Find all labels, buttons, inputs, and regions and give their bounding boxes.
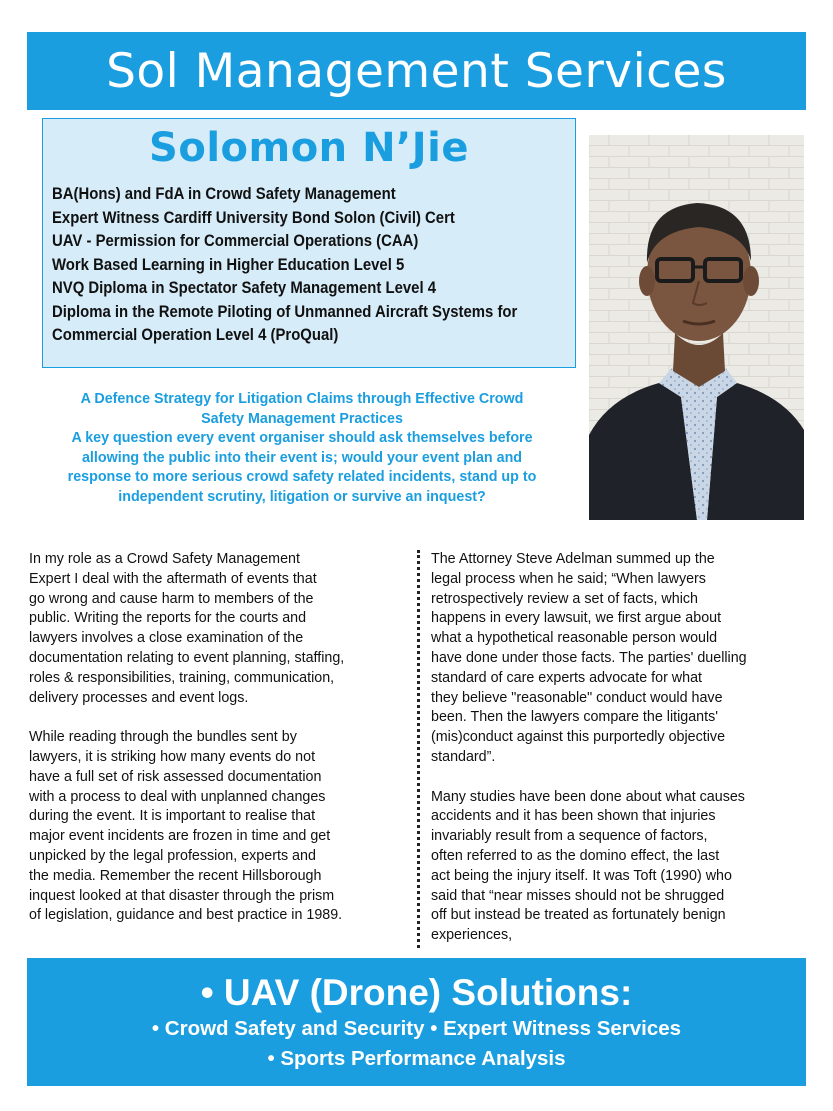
article-paragraph xyxy=(29,550,409,708)
text-line: While reading through the bundles sent by xyxy=(29,729,297,746)
intro-question-line: allowing the public into their event is; would your event plan and xyxy=(81,449,523,466)
text-line: with a process to deal with unplanned changes xyxy=(29,788,326,805)
credentials-panel xyxy=(42,118,576,368)
header-banner xyxy=(27,32,806,110)
text-line: often referred to as the domino effect, the last xyxy=(431,847,720,864)
text-line: (mis)conduct against this purportedly objective xyxy=(431,729,726,746)
text-line: of legislation, guidance and best practice in 1989. xyxy=(29,907,343,924)
intro-question-line: A key question every event organiser should ask themselves before xyxy=(71,430,533,446)
column-divider xyxy=(417,550,420,948)
text-line: roles & responsibilities, training, communication, xyxy=(29,669,335,686)
text-line: standard”. xyxy=(431,748,496,765)
text-line: accidents and it has been shown that injuries xyxy=(431,808,716,825)
footer-title: • UAV (Drone) Solutions: xyxy=(200,972,633,1013)
text-line: standard of care experts advocate for what xyxy=(431,669,702,686)
intro-question-line: response to more serious crowd safety related incidents, stand up to xyxy=(67,469,537,485)
intro-heading-line: Safety Management Practices xyxy=(201,410,403,427)
text-line: Many studies have been done about what causes xyxy=(431,788,745,805)
footer-services-line: • Sports Performance Analysis xyxy=(267,1047,566,1070)
services-footer xyxy=(27,958,806,1086)
text-line: the media. Remember the recent Hillsborough xyxy=(29,867,322,884)
profile-name: Solomon N’Jie xyxy=(149,125,469,171)
text-line: public. Writing the reports for the courts and xyxy=(29,610,307,627)
text-line: have a full set of risk assessed documentation xyxy=(29,768,322,785)
text-line: experiences, xyxy=(431,927,513,944)
text-line: documentation relating to event planning, staffing, xyxy=(29,649,345,666)
credential-item: Expert Witness Cardiff University Bond Solon (Civil) Cert xyxy=(52,208,455,227)
text-line: go wrong and cause harm to members of the xyxy=(29,590,314,607)
article-paragraph xyxy=(431,550,811,768)
text-line: The Attorney Steve Adelman summed up the xyxy=(431,551,715,567)
article-paragraph xyxy=(431,788,811,946)
text-line: happens in every lawsuit, we first argue about xyxy=(431,610,722,627)
article-column-left xyxy=(29,550,409,946)
text-line: unpicked by the legal profession, experts and xyxy=(29,847,316,864)
intro-heading-line: A Defence Strategy for Litigation Claims through Effective Crowd xyxy=(80,391,524,407)
text-line: act being the injury itself. It was Toft (1990) who xyxy=(431,867,732,884)
credentials-list xyxy=(52,183,575,348)
portrait-illustration xyxy=(589,135,804,520)
text-line: delivery processes and event logs. xyxy=(29,689,249,706)
text-line: have done under those facts. The parties' duelling xyxy=(431,649,747,666)
text-line: In my role as a Crowd Safety Management xyxy=(29,551,300,567)
text-line: off but instead be treated as fortunately benign xyxy=(431,907,726,924)
text-line: been. Then the lawyers compare the litigants' xyxy=(431,709,718,726)
text-line: they believe "reasonable" conduct would have xyxy=(431,689,723,706)
credential-item: Work Based Learning in Higher Education Level 5 xyxy=(52,255,405,274)
text-line: retrospectively review a set of facts, which xyxy=(431,590,698,607)
text-line: what a hypothetical reasonable person would xyxy=(431,630,718,647)
credential-item: NVQ Diploma in Spectator Safety Management Level 4 xyxy=(52,279,436,297)
text-line: legal process when he said; “When lawyers xyxy=(431,570,706,587)
page-title: Sol Management Services xyxy=(106,43,727,99)
credential-item: UAV - Permission for Commercial Operations (CAA) xyxy=(52,232,419,250)
text-line: lawyers involves a close examination of the xyxy=(29,630,304,647)
text-line: said that “near misses should not be shrugged xyxy=(431,887,725,904)
intro-question-line: independent scrutiny, litigation or survive an inquest? xyxy=(118,488,486,505)
text-line: invariably result from a sequence of factors, xyxy=(431,828,708,845)
article-column-right xyxy=(431,550,811,966)
credential-item: Commercial Operation Level 4 (ProQual) xyxy=(52,326,339,344)
credential-item: Diploma in the Remote Piloting of Unmanned Aircraft Systems for xyxy=(52,302,518,321)
text-line: major event incidents are frozen in time and get xyxy=(29,828,331,845)
intro-callout xyxy=(27,390,577,507)
text-line: inquest looked at that disaster through the prism xyxy=(29,887,335,904)
credential-item: BA(Hons) and FdA in Crowd Safety Management xyxy=(52,185,396,203)
text-line: during the event. It is important to realise that xyxy=(29,808,316,825)
profile-photo xyxy=(589,135,804,520)
text-line: lawyers, it is striking how many events do not xyxy=(29,748,316,765)
footer-services-line: • Crowd Safety and Security • Expert Witness Services xyxy=(151,1017,682,1040)
article-paragraph xyxy=(29,728,409,926)
text-line: Expert I deal with the aftermath of events that xyxy=(29,570,317,587)
